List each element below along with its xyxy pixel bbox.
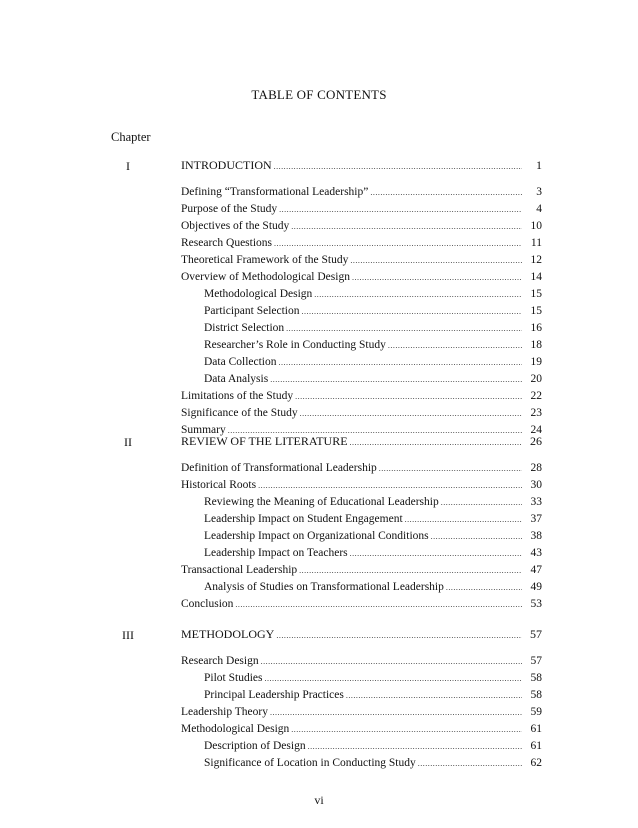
toc-entry-label: Reviewing the Meaning of Educational Leadership: [204, 496, 439, 508]
toc-entry-label: District Selection: [204, 322, 285, 334]
toc-entry-label: METHODOLOGY: [181, 627, 275, 641]
toc-entry: [181, 654, 542, 668]
dot-leader: [352, 270, 522, 285]
toc-entry-label: Pilot Studies: [204, 672, 263, 684]
dot-leader: [264, 671, 522, 686]
dot-leader: [300, 406, 522, 421]
toc-entry: [204, 671, 542, 685]
toc-entry: [204, 287, 542, 301]
toc-entry-page: 22: [530, 390, 542, 402]
toc-entry-page: 38: [530, 530, 542, 542]
toc-entry: [204, 372, 542, 386]
dot-leader: [279, 355, 523, 370]
dot-leader: [418, 756, 522, 771]
dot-leader: [235, 597, 522, 612]
toc-entry-label: Defining “Transformational Leadership”: [181, 186, 369, 198]
dot-leader: [314, 287, 522, 302]
toc-entry: [181, 185, 542, 199]
toc-entry-page: 49: [530, 581, 542, 593]
dot-leader: [261, 654, 522, 669]
toc-entry-page: 58: [530, 672, 542, 684]
toc-entry-page: 23: [530, 407, 542, 419]
dot-leader: [350, 546, 522, 561]
toc-entry: [181, 202, 542, 216]
dot-leader: [299, 563, 522, 578]
toc-entry-label: Research Design: [181, 655, 259, 667]
toc-entry-page: 3: [536, 186, 542, 198]
toc-entry-label: Data Collection: [204, 356, 277, 368]
toc-entry-label: Conclusion: [181, 598, 234, 610]
chapter-title-row: [181, 158, 542, 172]
toc-entry: [181, 563, 542, 577]
toc-entry-page: 15: [530, 305, 542, 317]
page-title: TABLE OF CONTENTS: [251, 87, 387, 102]
dot-leader: [350, 434, 522, 450]
dot-leader: [270, 372, 522, 387]
dot-leader: [291, 722, 522, 737]
toc-entry: [204, 739, 542, 753]
dot-leader: [388, 338, 522, 353]
toc-entry-page: 1: [536, 158, 542, 172]
dot-leader: [350, 253, 522, 268]
toc-entry-page: 16: [530, 322, 542, 334]
dot-leader: [295, 389, 522, 404]
toc-entry-label: Participant Selection: [204, 305, 300, 317]
toc-entry-label: Methodological Design: [181, 723, 290, 735]
toc-entry-page: 18: [530, 339, 542, 351]
toc-entry-label: Description of Design: [204, 740, 306, 752]
toc-entry-label: Research Questions: [181, 237, 273, 249]
toc-entry-label: Leadership Impact on Teachers: [204, 547, 348, 559]
toc-entry-page: 4: [536, 203, 542, 215]
chapter-numeral: III: [122, 628, 134, 642]
chapter-numeral: II: [124, 435, 132, 449]
toc-entry: [204, 304, 542, 318]
toc-entry: [181, 253, 542, 267]
toc-entry-label: Significance of the Study: [181, 407, 298, 419]
toc-entry-label: Methodological Design: [204, 288, 313, 300]
dot-leader: [441, 495, 522, 510]
toc-entry: [181, 236, 542, 250]
toc-entry-label: Researcher’s Role in Conducting Study: [204, 339, 386, 351]
toc-entry-page: 11: [530, 237, 542, 249]
toc-entry: [204, 355, 542, 369]
toc-entry-label: Transactional Leadership: [181, 564, 298, 576]
dot-leader: [308, 739, 522, 754]
chapter-column-heading: Chapter: [111, 130, 151, 144]
toc-entry-page: 10: [530, 220, 542, 232]
toc-entry: [204, 546, 542, 560]
dot-leader: [405, 512, 522, 527]
toc-entry-page: 30: [530, 479, 542, 491]
dot-leader: [276, 627, 522, 643]
toc-entry-label: Leadership Impact on Organizational Conditions: [204, 530, 429, 542]
toc-entry-label: Theoretical Framework of the Study: [181, 254, 349, 266]
toc-entry-page: 58: [530, 689, 542, 701]
toc-entry-page: 62: [530, 757, 542, 769]
toc-entry-label: Leadership Theory: [181, 706, 268, 718]
toc-entry: [181, 406, 542, 420]
dot-leader: [370, 185, 522, 200]
toc-entry-label: Objectives of the Study: [181, 220, 290, 232]
toc-entry-label: INTRODUCTION: [181, 158, 272, 172]
toc-entry: [204, 580, 542, 594]
toc-entry-label: Definition of Transformational Leadership: [181, 462, 377, 474]
chapter-title-row: [181, 434, 542, 448]
dot-leader: [270, 705, 522, 720]
toc-entry-label: Limitations of the Study: [181, 390, 294, 402]
toc-entry-page: 57: [530, 627, 542, 641]
toc-entry: [204, 338, 542, 352]
toc-entry-page: 57: [530, 655, 542, 667]
toc-entry: [181, 389, 542, 403]
toc-entry: [181, 461, 542, 475]
toc-entry-label: Significance of Location in Conducting Study: [204, 757, 416, 769]
toc-entry-label: Analysis of Studies on Transformational Leadership: [204, 581, 444, 593]
dot-leader: [379, 461, 522, 476]
dot-leader: [431, 529, 522, 544]
page-number-footer: vi: [314, 793, 324, 807]
toc-entry-label: Principal Leadership Practices: [204, 689, 344, 701]
toc-entry: [204, 512, 542, 526]
toc-entry-label: Overview of Methodological Design: [181, 271, 350, 283]
toc-entry: [204, 321, 542, 335]
toc-entry-label: Purpose of the Study: [181, 203, 278, 215]
toc-entry: [181, 219, 542, 233]
dot-leader: [279, 202, 522, 217]
toc-entry-page: 20: [530, 373, 542, 385]
toc-entry-page: 19: [530, 356, 542, 368]
toc-entry: [181, 705, 542, 719]
dot-leader: [346, 688, 522, 703]
toc-entry-label: Leadership Impact on Student Engagement: [204, 513, 403, 525]
toc-entry-page: 28: [530, 462, 542, 474]
dot-leader: [286, 321, 522, 336]
toc-entry-page: 43: [530, 547, 542, 559]
toc-entry-page: 37: [530, 513, 542, 525]
chapter-numeral: I: [126, 159, 130, 173]
chapter-title-row: [181, 627, 542, 641]
toc-entry: [204, 529, 542, 543]
dot-leader: [291, 219, 522, 234]
toc-entry-page: 14: [530, 271, 542, 283]
toc-entry-label: Historical Roots: [181, 479, 257, 491]
dot-leader: [274, 236, 522, 251]
toc-entry-page: 61: [530, 740, 542, 752]
toc-entry: [181, 270, 542, 284]
toc-entry-page: 12: [530, 254, 542, 266]
toc-entry-page: 24: [530, 424, 542, 436]
dot-leader: [274, 158, 522, 174]
toc-entry-page: 61: [530, 723, 542, 735]
toc-entry: [204, 688, 542, 702]
toc-entry-label: Summary: [181, 424, 226, 436]
toc-entry-page: 33: [530, 496, 542, 508]
toc-entry: [181, 478, 542, 492]
toc-entry-page: 47: [530, 564, 542, 576]
dot-leader: [258, 478, 522, 493]
toc-entry: [204, 495, 542, 509]
toc-entry-label: REVIEW OF THE LITERATURE: [181, 434, 348, 448]
toc-entry-page: 26: [530, 434, 542, 448]
toc-entry: [204, 756, 542, 770]
toc-entry: [181, 722, 542, 736]
toc-entry-page: 53: [530, 598, 542, 610]
dot-leader: [302, 304, 523, 319]
toc-entry-page: 59: [530, 706, 542, 718]
toc-entry: [181, 597, 542, 611]
toc-entry-label: Data Analysis: [204, 373, 269, 385]
toc-entry-page: 15: [530, 288, 542, 300]
dot-leader: [446, 580, 522, 595]
